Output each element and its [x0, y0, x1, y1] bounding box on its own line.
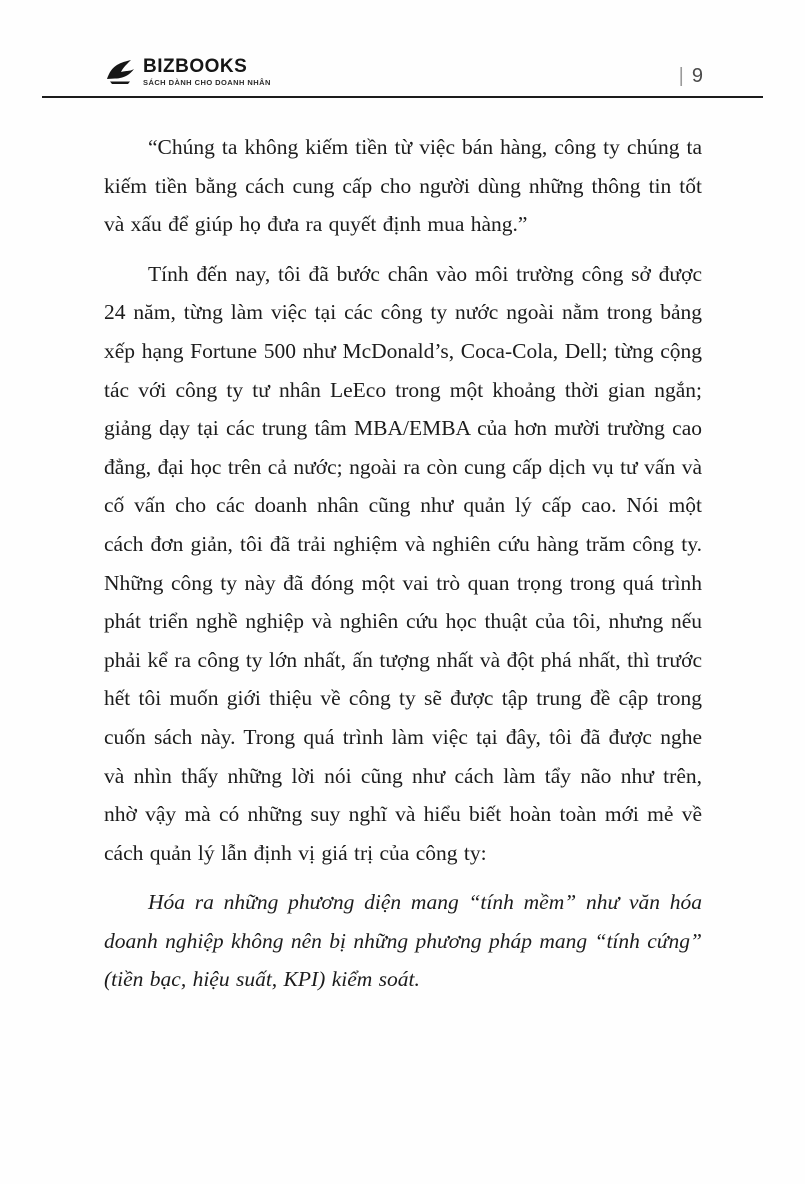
publisher-logo [104, 56, 271, 88]
page-header [42, 52, 763, 98]
page-number-separator: | [678, 65, 684, 87]
page-content [104, 128, 702, 1010]
bizbooks-bird-icon [104, 56, 136, 88]
paragraph-opening-quote: “Chúng ta không kiếm tiền từ việc bán hàng, công ty chúng ta kiếm tiền bằng cách cung cấp cho người dùng những thông tin tốt và xấu để giúp họ đưa ra quyết định mua hàng.” [104, 135, 702, 237]
paragraph-italic-insight: Hóa ra những phương diện mang “tính mềm” như văn hóa doanh nghiệp không nên bị những phương pháp mang “tính cứng” (tiền bạc, hiệu suất, KPI) kiểm soát. [104, 890, 702, 992]
brand-name: BIZBOOKS [143, 56, 248, 78]
paragraph-main-body: Tính đến nay, tôi đã bước chân vào môi trường công sở được 24 năm, từng làm việc tại các công ty nước ngoài nằm trong bảng xếp hạng Fortune 500 như McDonald’s, Coca-Cola, Dell; từng cộng tác với công ty tư nhân LeEco trong một khoảng thời gian ngắn; giảng dạy tại các trung tâm MBA/EMBA của hơn mười trường cao đẳng, đại học trên cả nước; ngoài ra còn cung cấp dịch vụ tư vấn và cố vấn cho các doanh nhân cũng như quản lý cấp cao. Nói một cách đơn giản, tôi đã trải nghiệm và nghiên cứu hàng trăm công ty. Những công ty này đã đóng một vai trò quan trọng trong quá trình phát triển nghề nghiệp và nghiên cứu học thuật của tôi, nhưng nếu phải kể ra công ty lớn nhất, ấn tượng nhất và đột phá nhất, thì trước hết tôi muốn giới thiệu về công ty sẽ được tập trung đề cập trong cuốn sách này. Trong quá trình làm việc tại đây, tôi đã được nghe và nhìn thấy những lời nói cũng như cách làm tẩy não như trên, nhờ vậy mà có những suy nghĩ và hiểu biết hoàn toàn mới mẻ về cách quản lý lẫn định vị giá trị của công ty: [104, 261, 702, 865]
logo-text [143, 57, 271, 87]
page-number [679, 65, 703, 88]
brand-tagline: SÁCH DÀNH CHO DOANH NHÂN [143, 78, 271, 88]
page-number-value: 9 [691, 65, 703, 87]
